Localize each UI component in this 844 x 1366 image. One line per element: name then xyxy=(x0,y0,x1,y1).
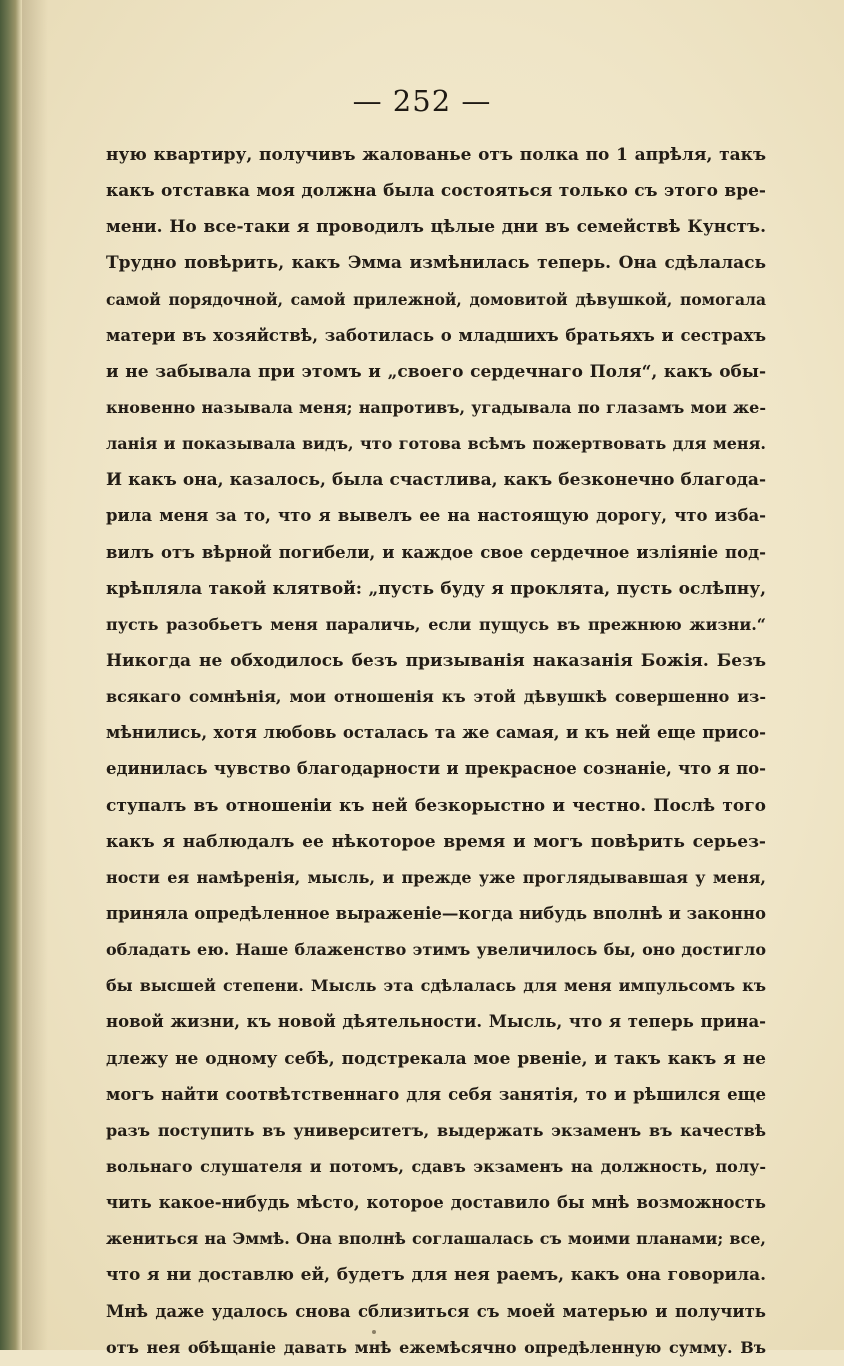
text-line: обладать ею. Наше блаженство этимъ увеличилось бы, оно достигло xyxy=(106,940,766,960)
book-spine-edge xyxy=(0,0,22,1350)
text-line: разъ поступить въ университетъ, выдержать экзаменъ въ качествѣ xyxy=(106,1120,766,1140)
text-line: приняла опредѣленное выраженіе—когда нибудь вполнѣ и законно xyxy=(106,903,766,923)
text-line: какъ я наблюдалъ ее нѣкоторое время и могъ повѣрить серьез- xyxy=(106,831,766,852)
text-line: кновенно называла меня; напротивъ, угадывала по глазамъ мои же- xyxy=(106,397,766,417)
text-line: Никогда не обходилось безъ призыванія наказанія Божія. Безъ xyxy=(106,650,766,671)
text-line: Мнѣ даже удалось снова сблизиться съ моей матерью и получить xyxy=(106,1301,766,1321)
text-line: вилъ отъ вѣрной погибели, и каждое свое сердечное изліяніе под- xyxy=(106,542,766,562)
text-line: ную квартиру, получивъ жалованье отъ полка по 1 апрѣля, такъ xyxy=(106,145,766,165)
text-line: мѣнились, хотя любовь осталась та же самая, и къ ней еще присо- xyxy=(106,723,766,743)
body-text xyxy=(106,137,766,1366)
text-line: жениться на Эммѣ. Она вполнѣ соглашалась съ моими планами; все, xyxy=(106,1229,766,1249)
text-line: ланія и показывала видъ, что готова всѣмъ пожертвовать для меня. xyxy=(106,434,766,454)
text-line: самой порядочной, самой прилежной, домовитой дѣвушкой, помогала xyxy=(106,289,766,309)
gutter-shadow xyxy=(22,0,48,1350)
paper-speck xyxy=(372,1330,376,1334)
text-line: рила меня за то, что я вывелъ ее на настоящую дорогу, что изба- xyxy=(106,506,766,526)
text-line: единилась чувство благодарности и прекрасное сознаніе, что я по- xyxy=(106,759,766,779)
text-line: что я ни доставлю ей, будетъ для нея раемъ, какъ она говорила. xyxy=(106,1265,766,1286)
text-line: отъ нея обѣщаніе давать мнѣ ежемѣсячно опредѣленную сумму. Въ xyxy=(106,1337,766,1357)
text-line: какъ отставка моя должна была состояться только съ этого вре- xyxy=(106,181,766,202)
text-line: новой жизни, къ новой дѣятельности. Мысль, что я теперь прина- xyxy=(106,1012,766,1032)
text-line: бы высшей степени. Мысль эта сдѣлалась для меня импульсомъ къ xyxy=(106,976,766,996)
text-line: ступалъ въ отношеніи къ ней безкорыстно и честно. Послѣ того xyxy=(106,795,766,816)
page-number: — 252 — xyxy=(352,84,492,118)
text-line: длежу не одному себѣ, подстрекала мое рвеніе, и такъ какъ я не xyxy=(106,1048,766,1069)
text-line: матери въ хозяйствѣ, заботилась о младшихъ братьяхъ и сестрахъ xyxy=(106,325,766,345)
text-line: пусть разобьетъ меня параличь, если пущусь въ прежнюю жизни.“ xyxy=(106,614,766,634)
text-line: и не забывала при этомъ и „своего сердечнаго Поля“, какъ обы- xyxy=(106,361,766,382)
text-line: И какъ она, казалось, была счастлива, какъ безконечно благода- xyxy=(106,470,766,491)
text-line: вольнаго слушателя и потомъ, сдавъ экзаменъ на должность, полу- xyxy=(106,1156,766,1176)
text-line: всякаго сомнѣнія, мои отношенія къ этой дѣвушкѣ совершенно из- xyxy=(106,687,766,707)
text-line: мени. Но все-таки я проводилъ цѣлые дни въ семействѣ Кунстъ. xyxy=(106,217,766,238)
text-line: могъ найти соотвѣтственнаго для себя занятія, то и рѣшился еще xyxy=(106,1084,766,1104)
text-line: ности ея намѣренія, мысль, и прежде уже проглядывавшая у меня, xyxy=(106,867,766,887)
text-line: Трудно повѣрить, какъ Эмма измѣнилась теперь. Она сдѣлалась xyxy=(106,253,766,274)
text-line: чить какое-нибудь мѣсто, которое доставило бы мнѣ возможность xyxy=(106,1193,766,1213)
text-line: крѣпляла такой клятвой: „пусть буду я проклята, пусть ослѣпну, xyxy=(106,578,766,599)
